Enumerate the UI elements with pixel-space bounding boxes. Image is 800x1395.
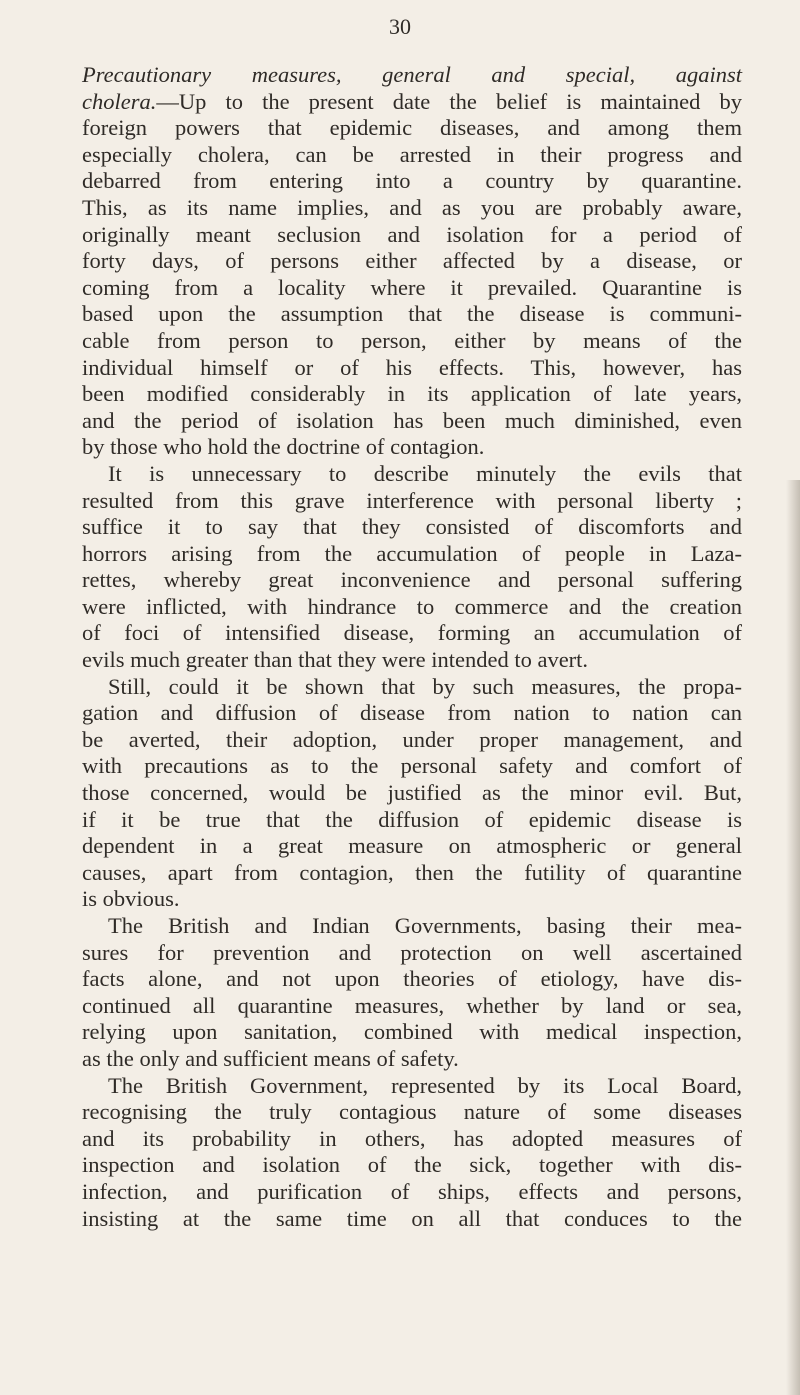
text-line — [82, 355, 742, 382]
text-line — [82, 408, 742, 435]
text-segment: as the only and sufficient means of safety. — [82, 1045, 459, 1071]
paragraph — [82, 674, 742, 913]
text-segment: is obvious. — [82, 886, 180, 912]
text-segment: continued all quarantine measures, whether by land or sea, — [82, 992, 742, 1018]
paragraph — [82, 1073, 742, 1233]
text-line — [82, 1206, 742, 1233]
text-line — [82, 647, 742, 674]
text-line — [82, 381, 742, 408]
text-segment: It is unnecessary to describe minutely the evils that — [108, 460, 742, 486]
text-segment: coming from a locality where it prevailed. Quarantine is — [82, 274, 742, 300]
paragraph — [82, 461, 742, 674]
text-line — [82, 620, 742, 647]
italic-text: Precautionary measures, general and special, against — [82, 62, 742, 87]
text-line — [82, 1126, 742, 1153]
text-segment: recognising the truly contagious nature of some diseases — [82, 1099, 742, 1125]
text-line — [82, 753, 742, 780]
text-segment: individual himself or of his effects. This, however, has — [82, 354, 742, 380]
text-segment: with precautions as to the personal safety and comfort of — [82, 753, 742, 779]
text-line — [82, 833, 742, 860]
body-text — [82, 62, 742, 1232]
text-segment: facts alone, and not upon theories of etiology, have dis- — [82, 966, 742, 992]
page-number: 30 — [389, 14, 411, 39]
text-line — [82, 807, 742, 834]
text-segment: gation and diffusion of disease from nation to nation can — [82, 700, 742, 726]
text-segment: The British and Indian Governments, basing their mea- — [108, 913, 742, 938]
text-line — [82, 594, 742, 621]
text-line — [82, 488, 742, 515]
text-segment: based upon the assumption that the disease is communi- — [82, 301, 742, 327]
text-line — [82, 700, 742, 727]
text-segment: This, as its name implies, and as you are probably aware, — [82, 194, 742, 220]
text-segment: forty days, of persons either affected by a disease, or — [82, 248, 742, 274]
text-segment: especially cholera, can be arrested in their progress and — [82, 141, 742, 167]
text-segment: by those who hold the doctrine of contagion. — [82, 434, 485, 460]
paragraph — [82, 62, 742, 461]
text-segment: and the period of isolation has been much diminished, even — [82, 407, 742, 433]
text-segment: dependent in a great measure on atmospheric or general — [82, 833, 742, 859]
text-segment: foreign powers that epidemic diseases, and among them — [82, 115, 742, 141]
text-line — [82, 1046, 742, 1073]
text-segment: be averted, their adoption, under proper management, and — [82, 726, 742, 752]
text-segment: inspection and isolation of the sick, together with dis- — [82, 1152, 742, 1178]
text-line — [82, 886, 742, 913]
text-segment: infection, and purification of ships, effects and persons, — [82, 1178, 742, 1204]
text-segment: sures for prevention and protection on well ascertained — [82, 939, 742, 965]
text-line — [82, 514, 742, 541]
text-segment: insisting at the same time on all that conduces to the — [82, 1205, 742, 1231]
text-segment: Still, could it be shown that by such measures, the propa- — [108, 673, 742, 699]
text-line — [82, 195, 742, 222]
text-segment: were inflicted, with hindrance to commerce and the creation — [82, 593, 742, 619]
text-line — [82, 62, 742, 89]
text-line — [82, 727, 742, 754]
text-line — [82, 966, 742, 993]
text-line — [82, 567, 742, 594]
page-edge-shadow — [786, 480, 800, 1395]
text-line — [82, 1179, 742, 1206]
text-line — [82, 115, 742, 142]
text-segment: horrors arising from the accumulation of people in Laza- — [82, 540, 742, 566]
text-line — [82, 993, 742, 1020]
text-segment: suffice it to say that they consisted of discomforts and — [82, 514, 742, 540]
text-segment: if it be true that the diffusion of epidemic disease is — [82, 806, 742, 832]
text-segment: rettes, whereby great inconvenience and personal suffering — [82, 567, 742, 593]
text-segment: causes, apart from contagion, then the futility of quarantine — [82, 859, 742, 885]
text-segment: cable from person to person, either by means of the — [82, 327, 742, 353]
text-line — [82, 1099, 742, 1126]
text-line — [82, 541, 742, 568]
text-line — [82, 780, 742, 807]
text-line — [82, 434, 742, 461]
text-segment: and its probability in others, has adopted measures of — [82, 1125, 742, 1151]
text-line — [82, 222, 742, 249]
text-segment: of foci of intensified disease, forming an accumulation of — [82, 620, 742, 646]
text-line — [82, 328, 742, 355]
text-segment: originally meant seclusion and isolation for a period of — [82, 221, 742, 247]
text-line — [82, 461, 742, 488]
paragraph — [82, 913, 742, 1073]
text-segment: resulted from this grave interference with personal liberty ; — [82, 487, 742, 513]
text-line — [82, 142, 742, 169]
text-segment: relying upon sanitation, combined with medical inspection, — [82, 1019, 742, 1045]
text-line — [82, 913, 742, 940]
text-segment: evils much greater than that they were intended to avert. — [82, 647, 589, 673]
text-line — [82, 248, 742, 275]
text-line — [82, 168, 742, 195]
text-segment: those concerned, would be justified as the minor evil. But, — [82, 780, 742, 806]
text-line — [82, 1073, 742, 1100]
text-line — [82, 860, 742, 887]
text-line — [82, 674, 742, 701]
text-line — [82, 275, 742, 302]
text-line — [82, 940, 742, 967]
text-segment: been modified considerably in its application of late years, — [82, 381, 742, 407]
text-segment: debarred from entering into a country by quarantine. — [82, 168, 742, 194]
text-segment: The British Government, represented by its Local Board, — [108, 1072, 742, 1098]
text-line — [82, 1019, 742, 1046]
text-segment: —Up to the present date the belief is maintained by — [156, 88, 742, 114]
text-line — [82, 89, 742, 116]
text-line — [82, 1152, 742, 1179]
italic-text: cholera. — [82, 88, 157, 114]
text-line — [82, 301, 742, 328]
